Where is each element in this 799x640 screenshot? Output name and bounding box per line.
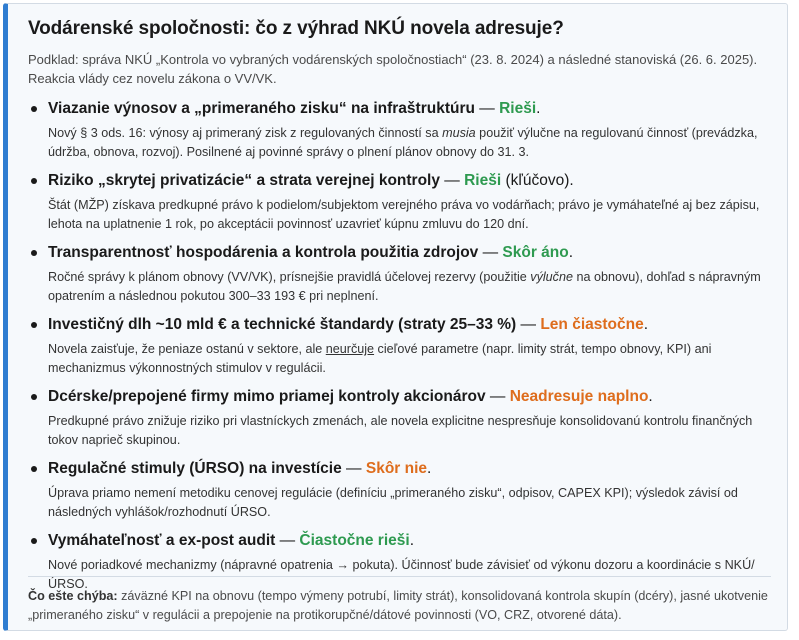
finding-headline: Dcérske/prepojené firmy mimo priamej kontroly akcionárov — Neadresuje naplno.	[48, 388, 653, 405]
findings-list	[28, 98, 767, 594]
page-title: Vodárenské spoločnosti: čo z výhrad NKÚ novela adresuje?	[28, 18, 564, 39]
finding-item	[28, 170, 767, 234]
verdict-label: Rieši	[464, 172, 502, 189]
finding-item	[28, 242, 767, 306]
verdict-label: Skôr áno	[502, 244, 569, 261]
bullet-icon	[31, 538, 37, 544]
missing-text: záväzné KPI na obnovu (tempo výmeny potrubí, limity strát), konsolidovaná kontrola skupín (dcéry), jasné ukotvenie „primeraného zisku“ v regulácii a prepojenie na protikorupčné/dátové povinnosti (VO, CRZ, otvorené dáta).	[28, 589, 768, 622]
finding-headline: Viazanie výnosov a „primeraného zisku“ na infraštruktúru — Rieši.	[48, 100, 541, 117]
missing-items-note	[28, 576, 771, 625]
bullet-icon	[31, 178, 37, 184]
verdict-label: Rieši	[499, 100, 537, 117]
verdict-label: Neadresuje naplno	[509, 388, 649, 405]
finding-headline: Riziko „skrytej privatizácie“ a strata verejnej kontroly — Rieši (kľúčovo).	[48, 172, 574, 189]
finding-title: Riziko „skrytej privatizácie“ a strata verejnej kontroly	[48, 172, 440, 189]
verdict-label: Skôr nie	[365, 460, 428, 477]
bullet-icon	[31, 466, 37, 472]
finding-title: Investičný dlh ~10 mld € a technické štandardy (straty 25–33 %)	[48, 316, 517, 333]
finding-description: Novela zaisťuje, že peniaze ostanú v sektore, ale neurčuje cieľové parametre (napr. limity strát, tempo obnovy, KPI) ani mechanizmus výkonnostných stimulov v regulácii.	[48, 342, 712, 375]
finding-headline: Investičný dlh ~10 mld € a technické štandardy (straty 25–33 %) — Len čiastočne.	[48, 316, 649, 333]
verdict-label: Čiastočne rieši	[299, 532, 410, 549]
bullet-icon	[31, 106, 37, 112]
finding-description: Nové poriadkové mechanizmy (nápravné opatrenia → pokuta). Účinnosť bude závisieť od výkonu dozoru a koordinácie s NKÚ/ÚRSO.	[48, 558, 755, 591]
finding-description: Ročné správy k plánom obnovy (VV/VK), prísnejšie pravidlá účelovej rezervy (použitie výlučne na obnovu), dohľad s nápravným opatrením a následnou pokutou 300–33 193 € pri neplnení.	[48, 270, 761, 303]
finding-item	[28, 314, 767, 378]
finding-item	[28, 98, 767, 162]
verdict-label: Len čiastočne	[540, 316, 644, 333]
bullet-icon	[31, 394, 37, 400]
finding-title: Vymáhateľnosť a ex-post audit	[48, 532, 276, 549]
bullet-icon	[31, 250, 37, 256]
finding-description: Nový § 3 ods. 16: výnosy aj primeraný zisk z regulovaných činností sa musia použiť výlučne na regulovanú činnosť (prevádzka, údržba, obnova, rozvoj). Posilnené aj povinné správy o plnení plánov obnovy do 31. 3.	[48, 126, 758, 159]
intro-text: Podklad: správa NKÚ „Kontrola vo vybraných vodárenských spoločnostiach“ (23. 8. 2024) a následné stanoviská (26. 6. 2025). Reakcia vlády cez novelu zákona o VV/VK.	[28, 52, 758, 86]
finding-title: Dcérske/prepojené firmy mimo priamej kontroly akcionárov	[48, 388, 486, 405]
finding-headline: Vymáhateľnosť a ex-post audit — Čiastočne rieši.	[48, 532, 415, 549]
finding-item	[28, 458, 767, 522]
finding-title: Transparentnosť hospodárenia a kontrola použitia zdrojov	[48, 244, 479, 261]
finding-title: Viazanie výnosov a „primeraného zisku“ na infraštruktúru	[48, 100, 475, 117]
finding-headline: Regulačné stimuly (ÚRSO) na investície — Skôr nie.	[48, 460, 432, 477]
finding-title: Regulačné stimuly (ÚRSO) na investície	[48, 460, 342, 477]
finding-item	[28, 386, 767, 450]
bullet-icon	[31, 322, 37, 328]
finding-headline: Transparentnosť hospodárenia a kontrola použitia zdrojov — Skôr áno.	[48, 244, 574, 261]
finding-description: Úprava priamo nemení metodiku cenovej regulácie (definíciu „primeraného zisku“, odpisov, CAPEX KPI); výsledok závisí od následných vyhlášok/rozhodnutí ÚRSO.	[48, 486, 738, 519]
nku-summary-card	[3, 3, 788, 631]
finding-description: Predkupné právo znižuje riziko pri vlastníckych zmenách, ale novela explicitne nespresňuje konsolidovanú kontrolu finančných tokov naprieč skupinou.	[48, 414, 753, 447]
missing-label: Čo ešte chýba:	[28, 589, 118, 603]
finding-description: Štát (MŽP) získava predkupné právo k podielom/subjektom verejného práva vo vodárňach; právo je vymáhateľné aj bez zápisu, lehota na uplatnenie 1 rok, po akceptácii povinnosť uzavrieť kúpnu zmluvu do 120 dní.	[48, 198, 760, 231]
